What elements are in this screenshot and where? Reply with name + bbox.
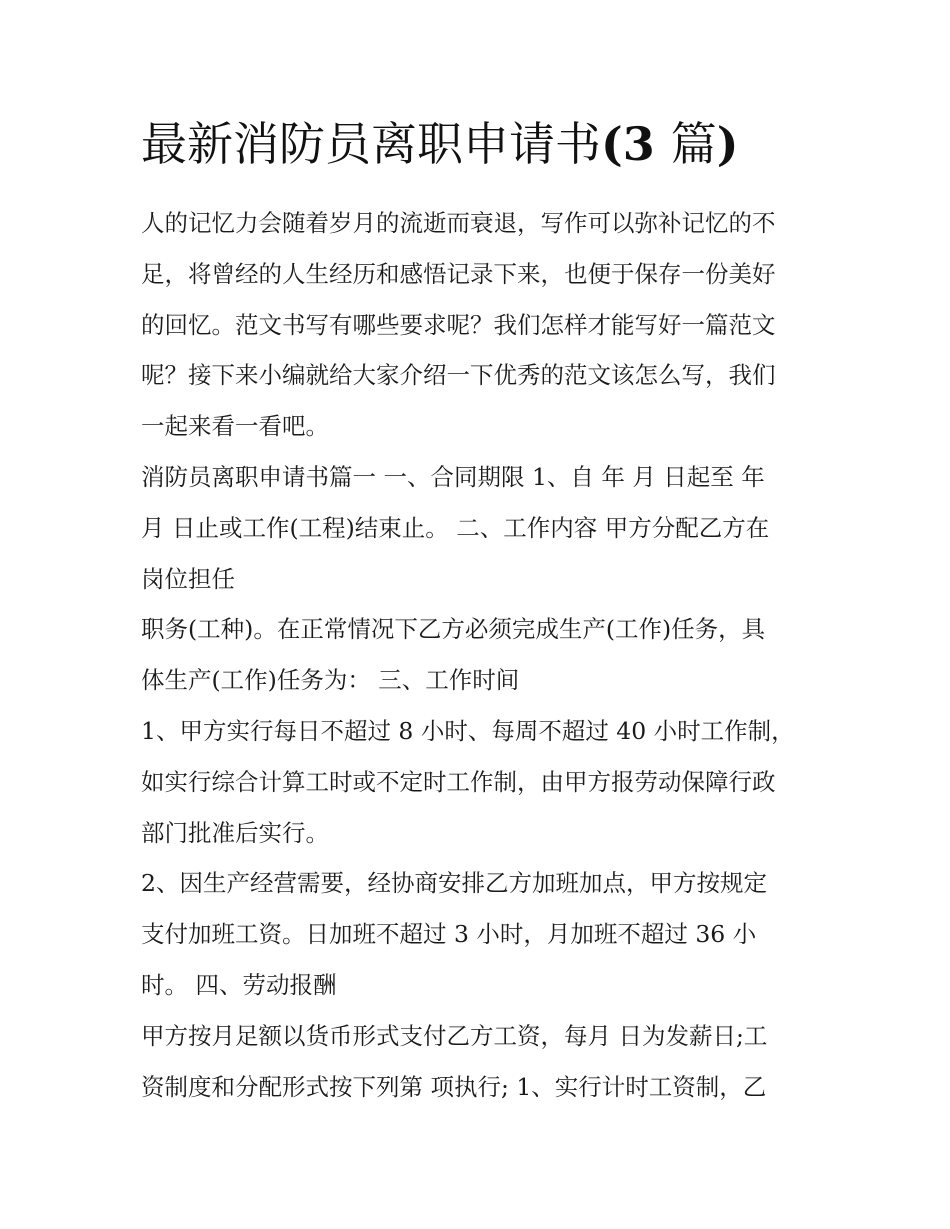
body-line: 月 日止或工作(工程)结束止。 二、工作内容 甲方分配乙方在 (141, 513, 770, 542)
body-line: 支付加班工资。日加班不超过 3 小时，月加班不超过 36 小 (141, 920, 757, 949)
title-pian: 篇 (670, 117, 717, 171)
body-line: 体生产(工作)任务为： 三、工作时间 (141, 666, 520, 695)
document-body (141, 198, 821, 1112)
document-title (141, 112, 841, 176)
body-line: 职务(工种)。在正常情况下乙方必须完成生产(工作)任务，具 (141, 615, 766, 644)
body-line: 部门批准后实行。 (141, 818, 329, 847)
body-line: 足，将曾经的人生经历和感悟记录下来，也便于保存一份美好 (141, 259, 776, 288)
body-line: 2、因生产经营需要，经协商安排乙方加班加点，甲方按规定 (141, 869, 767, 898)
body-line: 消防员离职申请书篇一 一、合同期限 1、自 年 月 日起至 年 (141, 462, 765, 491)
body-line: 资制度和分配形式按下列第 项执行; 1、实行计时工资制，乙 (141, 1072, 767, 1101)
body-line: 时。 四、劳动报酬 (141, 970, 337, 999)
body-line: 一起来看一看吧。 (141, 412, 329, 441)
body-line: 人的记忆力会随着岁月的流逝而衰退，写作可以弥补记忆的不 (141, 209, 776, 237)
title-paren-close: ) (716, 117, 739, 171)
body-line: 1、甲方实行每日不超过 8 小时、每周不超过 40 小时工作制， (141, 716, 795, 745)
title-paren-open: (3 (601, 117, 671, 171)
body-line: 呢？接下来小编就给大家介绍一下优秀的范文该怎么写，我们 (141, 361, 776, 390)
body-line: 岗位担任 (141, 564, 235, 593)
title-main: 最新消防员离职申请书 (141, 117, 601, 171)
body-line: 如实行综合计算工时或不定时工作制，由甲方报劳动保障行政 (141, 767, 776, 796)
body-line: 的回忆。范文书写有哪些要求呢？我们怎样才能写好一篇范文 (141, 310, 776, 339)
body-line: 甲方按月足额以货币形式支付乙方工资，每月 日为发薪日;工 (141, 1021, 768, 1050)
